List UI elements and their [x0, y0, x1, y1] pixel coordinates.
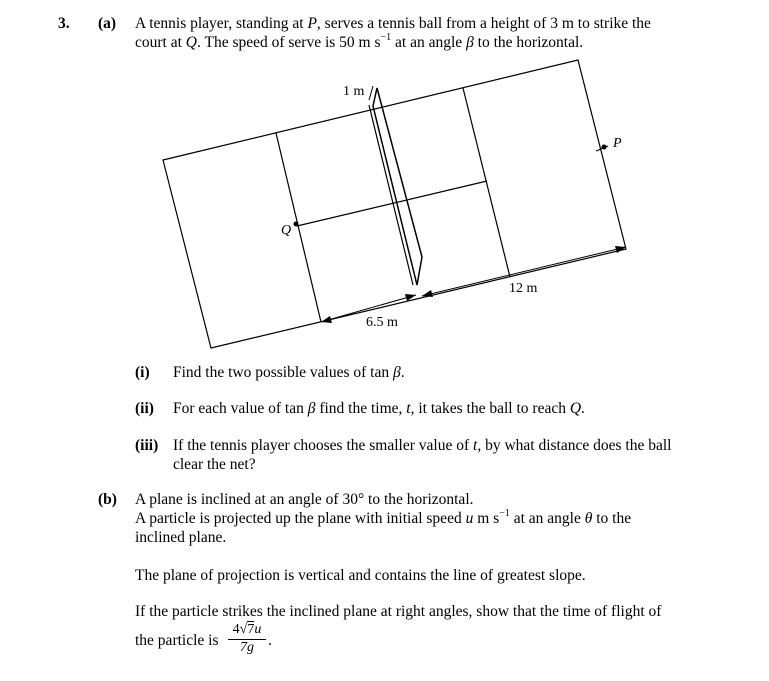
item-i-text: Find the two possible values of tan β.: [173, 364, 405, 381]
point-p-marker: [602, 145, 607, 150]
label-12m: 12 m: [509, 281, 538, 296]
part-b-line4: The plane of projection is vertical and contains the line of greatest slope.: [135, 567, 586, 584]
label-6-5m: 6.5 m: [366, 315, 398, 330]
fraction-denominator: 7g: [240, 640, 254, 655]
net: [373, 88, 422, 285]
item-iii-line1: If the tennis player chooses the smaller value of t, by what distance does the ball: [173, 437, 672, 454]
part-b-label: (b): [98, 491, 117, 508]
part-a-label: (a): [98, 15, 117, 32]
label-1m: 1 m: [343, 84, 365, 99]
part-b-line5: If the particle strikes the inclined plane at right angles, show that the time of flight of: [135, 603, 662, 620]
question-number: 3.: [58, 15, 70, 32]
item-iii-line2: clear the net?: [173, 456, 256, 473]
service-line-right: [463, 88, 510, 277]
time-of-flight-fraction: [226, 622, 268, 656]
centre-service-line: [297, 181, 487, 226]
court-outline: [163, 60, 626, 348]
item-i-label: (i): [135, 364, 150, 381]
part-a-stem-line1: A tennis player, standing at P, serves a tennis ball from a height of 3 m to strike the: [135, 15, 651, 32]
part-b-line1: A plane is inclined at an angle of 30° to the horizontal.: [135, 491, 474, 508]
label-q: Q: [281, 223, 292, 238]
point-q-marker: [294, 222, 299, 227]
part-b-line6-end: .: [268, 632, 272, 649]
part-b-line2: A particle is projected up the plane with initial speed u m $s^{-1}$ at an angle θ to the: [135, 508, 632, 527]
part-b-line6: the particle is: [135, 632, 219, 649]
part-a-stem-line2: court at Q. The speed of serve is 50 m $s^{-1}$ at an angle β to the horizontal.: [135, 32, 584, 51]
item-iii-label: (iii): [135, 437, 159, 454]
part-b-line3: inclined plane.: [135, 529, 227, 546]
label-p: P: [613, 136, 622, 151]
item-ii-label: (ii): [135, 400, 154, 417]
item-ii-text: For each value of tan β find the time, t, it takes the ball to reach Q.: [173, 400, 585, 417]
fraction-numerator: 4√7u: [232, 622, 262, 637]
